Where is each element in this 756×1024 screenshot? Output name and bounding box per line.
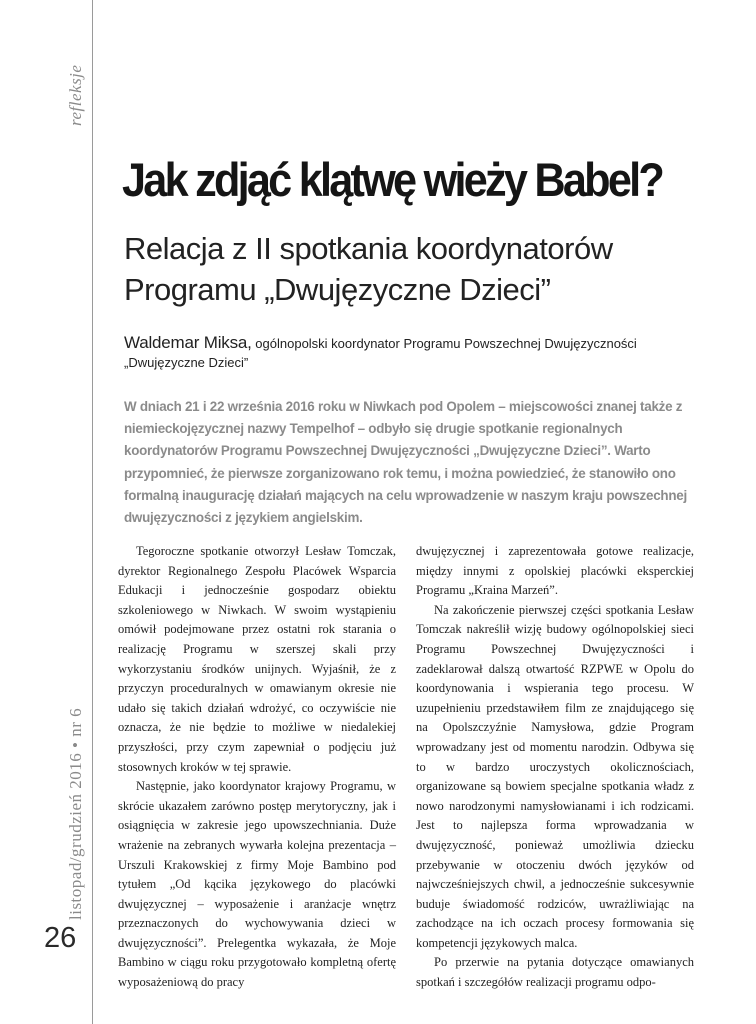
paragraph: Tegoroczne spotkanie otworzył Lesław Tomczak, dyrektor Regionalnego Zespołu Placówek Wsparcia Edukacji i jednocześnie gospodarz obiektu szkoleniowego w Niwkach. W swoim wystąpieniu omówił podejmowane przez ostatni rok starania o realizację Programu w szerszej skali przy wykorzystaniu środków unijnych. Wyjaśnił, że z przyczyn proceduralnych w omawianym okresie nie udało się takich działań wdrożyć, co oczywiście nie oznacza, że nie będzie to możliwe w niedalekiej przyszłości, przy czym zapewniał o podjęciu już stosownych kroków w tej sprawie. bbox=[118, 544, 396, 774]
article-title: Jak zdjąć klątwę wieży Babel? bbox=[122, 153, 663, 206]
paragraph: Na zakończenie pierwszej części spotkania Lesław Tomczak nakreślił wizję budowy ogólnopolskiej sieci Programu Powszechnej Dwujęzyczności i zadeklarował dalszą otwartość RZPWE w Opolu do koordynowania i wspierania tego procesu. W uzupełnieniu przedstawiłem film ze znajdującego się na Opolszczyźnie Namysłowa, gdzie Program wprowadzany jest od momentu narodzin. Odbywa się to w bardzo uroczystych okolicznościach, organizowane są bowiem specjalne spotkania władz z nowo narodzonymi namysłowianami i ich rodzicami. Jest to najlepsza forma wprowadzania w dwujęzyczność, ponieważ umożliwia dziecku przebywanie w otoczeniu dwóch języków od najwcześniejszych chwil, a jednocześnie sukcesywnie buduje świadomość rodziców, uwrażliwiając na zachodzące na ich oczach procesy formowania się kompetencji językowych malca. bbox=[416, 602, 694, 950]
right-column bbox=[416, 542, 694, 993]
author-program: „Dwujęzyczne Dzieci” bbox=[124, 355, 249, 370]
paragraph: Następnie, jako koordynator krajowy Programu, w skrócie ukazałem zarówno postęp merytoryczny, jak i osiągnięcia w zakresie jego upowszechniania. Duże wrażenie na zebranych wywarła kolejna prezentacja – Urszuli Krakowskiej z firmy Moje Bambino pod tytułem „Od kącika językowego do placówki dwujęzycznej – wyposażenie i aranżacje wnętrz przeznaczonych do wychowywania dzieci w dwujęzyczności”. Prelegentka wykazała, że Moje Bambino w ciągu roku przygotowało kompletną ofertę wyposażeniową do pracy bbox=[118, 779, 396, 990]
left-column bbox=[118, 542, 396, 993]
paragraph: dwujęzycznej i zaprezentowała gotowe realizacje, między innymi z opolskiej placówki eksperckiej Programu „Kraina Marzeń”. bbox=[416, 544, 694, 598]
author-block bbox=[124, 333, 724, 372]
author-name: Waldemar Miksa, bbox=[124, 333, 252, 352]
author-role: ogólnopolski koordynator Programu Powszechnej Dwujęzyczności bbox=[255, 336, 637, 351]
article-lead: W dniach 21 i 22 września 2016 roku w Niwkach pod Opolem – miejscowości znanej także z niemieckojęzycznej nazwy Tempelhof – odbyło się drugie spotkanie regionalnych koordynatorów Programu Powszechnej Dwujęzyczności „Dwujęzyczne Dzieci”. Warto przypomnieć, że pierwsze zorganizowano rok temu, i można powiedzieć, że stanowiło ono formalną inaugurację działań mających na celu wprowadzenie w naszym kraju powszechnej dwujęzyczności z językiem angielskim. bbox=[124, 399, 687, 526]
section-label: refleksje bbox=[66, 64, 85, 126]
article-subtitle bbox=[124, 228, 744, 310]
paragraph: Po przerwie na pytania dotyczące omawianych spotkań i szczegółów realizacji programu odpo- bbox=[416, 955, 694, 990]
subtitle-line-2: Programu „Dwujęzyczne Dzieci” bbox=[124, 272, 551, 307]
issue-label: listopad/grudzień 2016 • nr 6 bbox=[66, 707, 85, 920]
subtitle-line-1: Relacja z II spotkania koordynatorów bbox=[124, 231, 613, 266]
page-number: 26 bbox=[44, 922, 77, 954]
margin-rule bbox=[92, 0, 93, 1024]
